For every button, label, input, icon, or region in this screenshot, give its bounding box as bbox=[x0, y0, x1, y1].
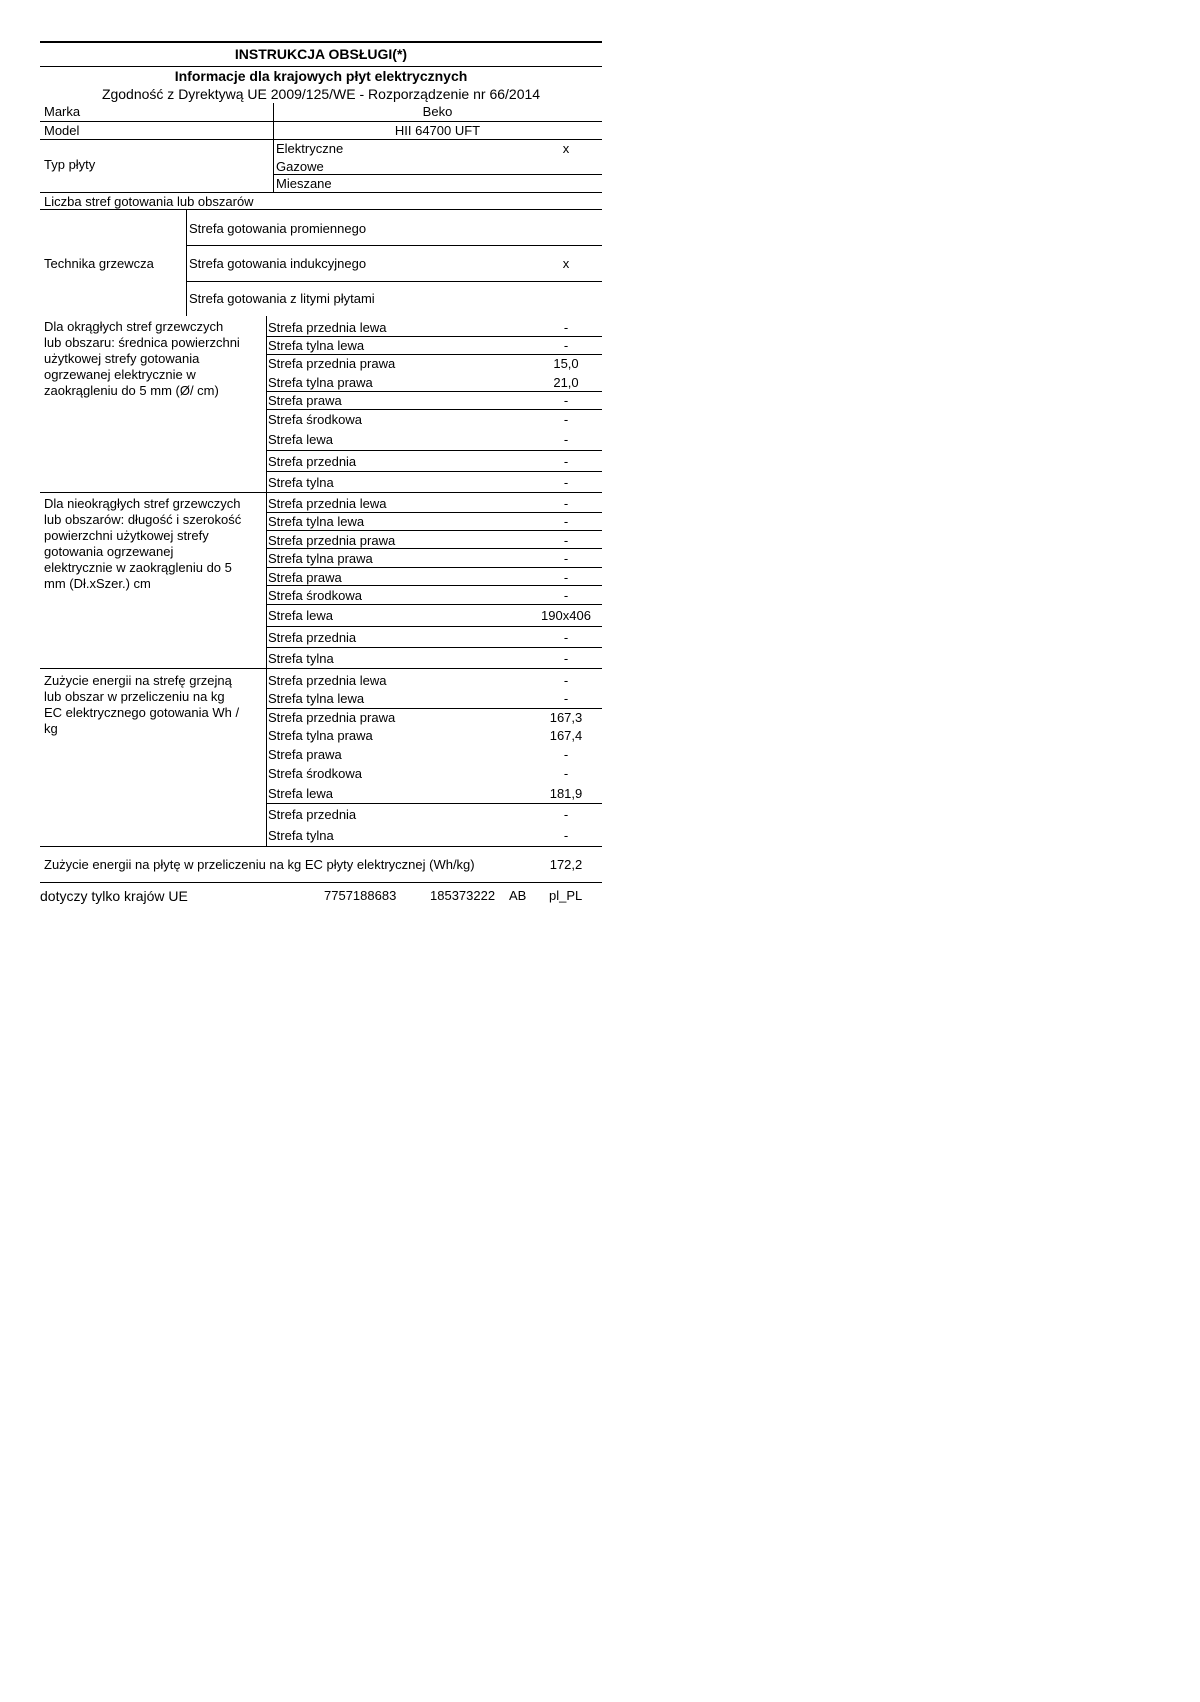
rule bbox=[266, 708, 602, 709]
heating-label: Technika grzewcza bbox=[44, 256, 154, 271]
zone-name: Strefa tylna prawa bbox=[268, 551, 373, 566]
zone-name: Strefa przednia bbox=[268, 807, 357, 822]
zone-name: Strefa przednia prawa bbox=[268, 356, 396, 371]
zone-name: Strefa lewa bbox=[268, 432, 334, 447]
rule bbox=[40, 882, 602, 883]
footer-code: 185373222 bbox=[430, 888, 496, 903]
zone-value: - bbox=[563, 454, 569, 469]
rule bbox=[266, 585, 602, 586]
hob-type-option: Elektryczne bbox=[276, 141, 344, 156]
top-rule bbox=[40, 41, 602, 43]
rule bbox=[266, 548, 602, 549]
rule bbox=[266, 567, 602, 568]
rule bbox=[266, 803, 602, 804]
zone-name: Strefa tylna prawa bbox=[268, 375, 373, 390]
rule bbox=[40, 139, 602, 140]
rule bbox=[266, 471, 602, 472]
zone-name: Strefa tylna lewa bbox=[268, 338, 365, 353]
rule bbox=[266, 409, 602, 410]
round-zones-label: lub obszaru: średnica powierzchni bbox=[44, 335, 240, 350]
footer-revision: AB bbox=[509, 888, 527, 903]
energy-zones-label: kg bbox=[44, 721, 58, 736]
zone-value: - bbox=[563, 673, 569, 688]
nonround-zones-label: powierzchni użytkowej strefy bbox=[44, 528, 209, 543]
zone-value: - bbox=[563, 588, 569, 603]
rule bbox=[266, 354, 602, 355]
zone-value: - bbox=[563, 828, 569, 843]
zone-name: Strefa przednia lewa bbox=[268, 496, 387, 511]
zone-name: Strefa lewa bbox=[268, 786, 334, 801]
zone-name: Strefa tylna bbox=[268, 651, 334, 666]
zone-name: Strefa przednia bbox=[268, 630, 357, 645]
rule bbox=[186, 281, 602, 282]
rule bbox=[266, 450, 602, 451]
total-energy-value: 172,2 bbox=[549, 857, 583, 872]
zone-name: Strefa przednia prawa bbox=[268, 710, 396, 725]
zone-value: - bbox=[563, 514, 569, 529]
energy-zones-label: EC elektrycznego gotowania Wh / bbox=[44, 705, 240, 720]
rule bbox=[40, 209, 602, 210]
zone-value: - bbox=[563, 691, 569, 706]
rule bbox=[186, 245, 602, 246]
nonround-zones-label: elektrycznie w zaokrągleniu do 5 bbox=[44, 560, 232, 575]
zone-value: - bbox=[563, 551, 569, 566]
zone-name: Strefa tylna lewa bbox=[268, 691, 365, 706]
zone-name: Strefa przednia lewa bbox=[268, 673, 387, 688]
zone-value: 167,3 bbox=[549, 710, 583, 725]
zone-value: - bbox=[563, 475, 569, 490]
zone-value: 181,9 bbox=[549, 786, 583, 801]
zone-name: Strefa prawa bbox=[268, 393, 342, 408]
zone-value: - bbox=[563, 496, 569, 511]
model-value: HII 64700 UFT bbox=[394, 123, 481, 138]
zone-value: - bbox=[563, 432, 569, 447]
zone-value: 21,0 bbox=[553, 375, 579, 390]
zone-value: - bbox=[563, 651, 569, 666]
total-energy-label: Zużycie energii na płytę w przeliczeniu na kg EC płyty elektrycznej (Wh/kg) bbox=[44, 857, 475, 872]
zone-name: Strefa przednia lewa bbox=[268, 320, 387, 335]
rule bbox=[266, 604, 602, 605]
round-zones-label: Dla okrągłych stref grzewczych bbox=[44, 319, 224, 334]
footer-locale: pl_PL bbox=[549, 888, 583, 903]
round-zones-label: zaokrągleniu do 5 mm (Ø/ cm) bbox=[44, 383, 219, 398]
rule bbox=[40, 121, 602, 122]
zone-name: Strefa lewa bbox=[268, 608, 334, 623]
rule bbox=[266, 647, 602, 648]
brand-value: Beko bbox=[422, 104, 453, 119]
footer-code: 7757188683 bbox=[324, 888, 397, 903]
zone-value: 15,0 bbox=[553, 356, 579, 371]
round-zones-label: ogrzewanej elektrycznie w bbox=[44, 367, 196, 382]
hob-type-option: Mieszane bbox=[276, 176, 332, 191]
hob-type-label: Typ płyty bbox=[44, 157, 96, 172]
zone-value: - bbox=[563, 393, 569, 408]
model-label: Model bbox=[44, 123, 80, 138]
zone-value: 167,4 bbox=[549, 728, 583, 743]
zone-value: - bbox=[563, 570, 569, 585]
zone-name: Strefa prawa bbox=[268, 747, 342, 762]
rule bbox=[40, 66, 602, 67]
heating-option: Strefa gotowania indukcyjnego bbox=[189, 256, 367, 271]
zone-name: Strefa prawa bbox=[268, 570, 342, 585]
energy-zones-label: Zużycie energii na strefę grzejną bbox=[44, 673, 232, 688]
heating-option: Strefa gotowania z litymi płytami bbox=[189, 291, 375, 306]
zone-name: Strefa przednia prawa bbox=[268, 533, 396, 548]
nonround-zones-label: lub obszarów: długość i szerokość bbox=[44, 512, 242, 527]
zones-count-label: Liczba stref gotowania lub obszarów bbox=[44, 194, 254, 209]
rule bbox=[40, 846, 602, 847]
round-zones-label: użytkowej strefy gotowania bbox=[44, 351, 200, 366]
energy-zones-label: lub obszar w przeliczeniu na kg bbox=[44, 689, 225, 704]
zone-name: Strefa tylna prawa bbox=[268, 728, 373, 743]
heating-option: Strefa gotowania promiennego bbox=[189, 221, 367, 236]
compliance-line: Zgodność z Dyrektywą UE 2009/125/WE - Rozporządzenie nr 66/2014 bbox=[101, 86, 541, 102]
rule bbox=[266, 391, 602, 392]
zone-name: Strefa środkowa bbox=[268, 412, 362, 427]
zone-value: - bbox=[563, 320, 569, 335]
nonround-zones-label: mm (Dł.xSzer.) cm bbox=[44, 576, 151, 591]
rule bbox=[266, 336, 602, 337]
divider bbox=[266, 316, 267, 846]
zone-name: Strefa tylna lewa bbox=[268, 514, 365, 529]
brand-label: Marka bbox=[44, 104, 81, 119]
heating-mark: x bbox=[562, 256, 570, 271]
zone-value: - bbox=[563, 533, 569, 548]
zone-name: Strefa tylna bbox=[268, 828, 334, 843]
divider bbox=[186, 209, 187, 316]
rule bbox=[273, 174, 602, 175]
zone-name: Strefa tylna bbox=[268, 475, 334, 490]
zone-value: - bbox=[563, 807, 569, 822]
nonround-zones-label: Dla nieokrągłych stref grzewczych bbox=[44, 496, 241, 511]
rule bbox=[40, 492, 602, 493]
rule bbox=[266, 626, 602, 627]
zone-value: - bbox=[563, 766, 569, 781]
rule bbox=[40, 192, 602, 193]
zone-value: 190x406 bbox=[541, 608, 591, 623]
zone-value: - bbox=[563, 747, 569, 762]
sheet-subtitle: Informacje dla krajowych płyt elektrycznych bbox=[174, 68, 468, 84]
hob-type-option: Gazowe bbox=[276, 159, 324, 174]
sheet-title: INSTRUKCJA OBSŁUGI(*) bbox=[234, 46, 408, 62]
nonround-zones-label: gotowania ogrzewanej bbox=[44, 544, 174, 559]
rule bbox=[266, 512, 602, 513]
zone-value: - bbox=[563, 338, 569, 353]
zone-value: - bbox=[563, 412, 569, 427]
zone-value: - bbox=[563, 630, 569, 645]
rule bbox=[40, 668, 602, 669]
hob-type-mark: x bbox=[562, 141, 570, 156]
footer-note: dotyczy tylko krajów UE bbox=[40, 888, 188, 904]
zone-name: Strefa przednia bbox=[268, 454, 357, 469]
zone-name: Strefa środkowa bbox=[268, 766, 362, 781]
rule bbox=[266, 530, 602, 531]
zone-name: Strefa środkowa bbox=[268, 588, 362, 603]
